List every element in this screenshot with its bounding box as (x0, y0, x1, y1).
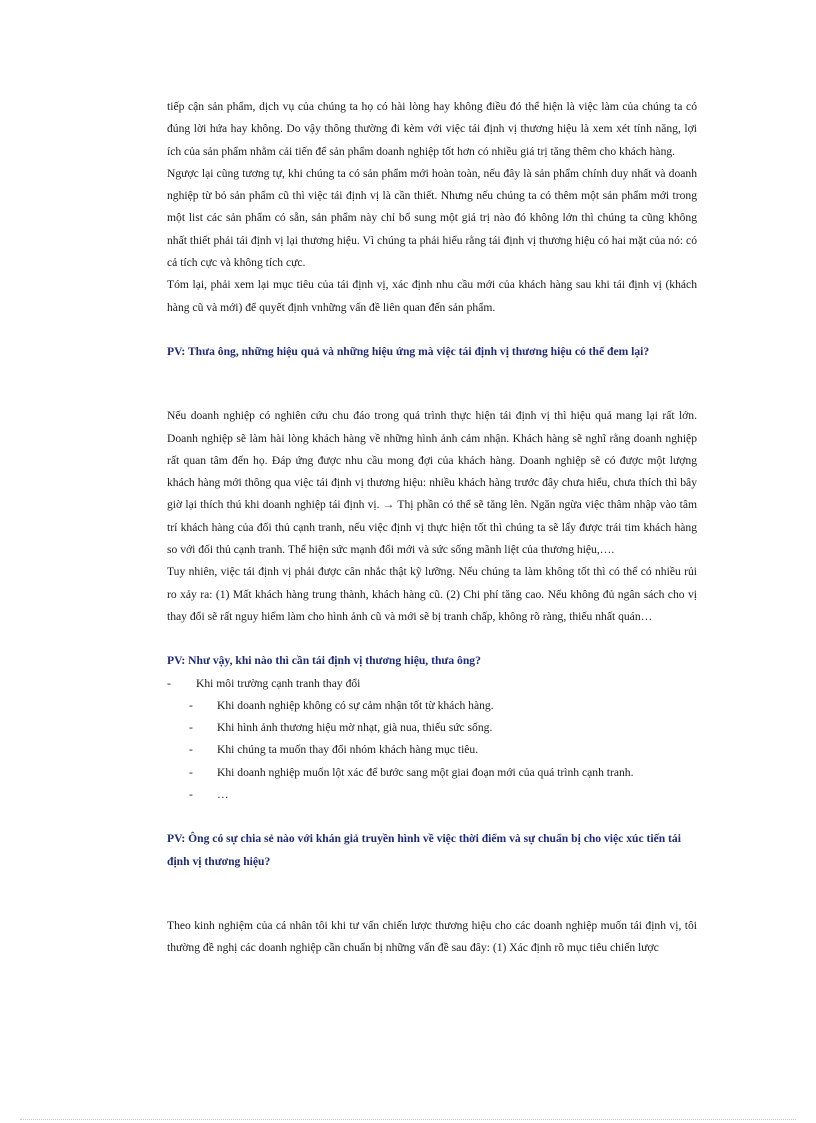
list-item (167, 762, 697, 784)
dash-bullet: - (167, 676, 171, 690)
body-paragraph: Theo kinh nghiệm của cá nhân tôi khi tư vấn chiến lược thương hiệu cho các doanh nghiệp muốn tái định vị, tôi thường đề nghị các doanh nghiệp cần chuẩn bị những vấn đề sau đây: (1) Xác định rõ mục tiêu chiến lược (167, 918, 697, 955)
list-item (167, 717, 697, 739)
spacer (167, 806, 697, 828)
list-item-text: Khi doanh nghiệp muốn lột xác để bước sang một giai đoạn mới của quá trình cạnh tranh. (217, 765, 634, 779)
spacer (167, 319, 697, 341)
body-paragraph: Nếu doanh nghiệp có nghiên cứu chu đáo trong quá trình thực hiện tái định vị thì hiệu quả mang lại rất lớn. Doanh nghiệp sẽ làm hài lòng khách hàng về những hình ảnh cảm nhận. Khách hàng sẽ nghĩ rằng doanh nghiệp rất quan tâm đến họ. Đáp ứng được nhu cầu mong đợi của khách hàng. Doanh nghiệp sẽ có được một lượng khách hàng mới thông qua việc tái định vị thương hiệu: nhiều khách hàng trước đây chưa hiểu, chưa thích thì bây giờ lại thích thú khi doanh nghiệp tái định vị. → Thị phần có thể sẽ tăng lên. Ngăn ngừa việc thâm nhập vào tâm trí khách hàng của đối thủ cạnh tranh, nếu việc định vị thực hiện tốt thì chúng ta sẽ lấy được trái tim khách hàng so với đối thủ cạnh tranh. Thể hiện sức mạnh đổi mới và sức sống mãnh liệt của thương hiệu,…. (167, 409, 697, 557)
list-item (167, 673, 697, 695)
list-item-text: … (217, 788, 229, 802)
spacer (167, 384, 697, 405)
body-paragraph: Ngược lại cũng tương tự, khi chúng ta có sản phẩm mới hoàn toàn, nếu đây là sản phẩm chính duy nhất và doanh nghiệp từ bỏ sản phẩm cũ thì việc tái định vị là cần thiết. Nhưng nếu chúng ta có thêm một sản phẩm mới trong một list các sản phẩm có sẵn, sản phẩm này chỉ bổ sung một giá trị nào đó không lớn thì chúng ta cũng không nhất thiết phải tái định vị lại thương hiệu. Vì chúng ta phải hiểu rằng tái định vị thương hiệu có hai mặt của nó: có cả tích cực và không tích cực. (167, 166, 697, 270)
bullet-list (167, 673, 697, 695)
list-item (167, 695, 697, 717)
page-bottom-divider (20, 1119, 796, 1120)
dash-bullet: - (189, 765, 193, 779)
list-item-text: Khi hình ảnh thương hiệu mờ nhạt, già nua, thiếu sức sống. (217, 721, 493, 735)
list-item-text: Khi chúng ta muốn thay đổi nhóm khách hàng mục tiêu. (217, 743, 479, 757)
dash-bullet: - (189, 721, 193, 735)
spacer (167, 894, 697, 915)
body-paragraph: Tuy nhiên, việc tái định vị phải được cân nhắc thật kỹ lưỡng. Nếu chúng ta làm không tốt thì có thể có nhiều rủi ro xảy ra: (1) Mất khách hàng trung thành, khách hàng cũ. (2) Chi phí tăng cao. Nếu không đủ ngân sách cho vị thay đổi sẽ rất nguy hiểm làm cho hình ảnh cũ và mới sẽ bị tranh chấp, không rõ ràng, thiếu nhất quán… (167, 565, 697, 623)
list-item (167, 739, 697, 761)
body-paragraph: tiếp cận sản phẩm, dịch vụ của chúng ta họ có hài lòng hay không điều đó thể hiện là việc làm của chúng ta có đúng lời hứa hay không. Do vậy thông thường đi kèm với việc tái định vị thương hiệu là xem xét tính năng, lợi ích của sản phẩm nhằm cải tiến để sản phẩm doanh nghiệp tốt hơn có nhiều giá trị tăng thêm cho khách hàng. (167, 100, 697, 158)
list-item-text: Khi doanh nghiệp không có sự cảm nhận tốt từ khách hàng. (217, 698, 494, 712)
sub-bullet-list (167, 695, 697, 806)
interview-question: PV: Như vậy, khi nào thì cần tái định vị thương hiệu, thưa ông? (167, 654, 481, 668)
dash-bullet: - (189, 743, 193, 757)
interview-question: PV: Thưa ông, những hiệu quả và những hiệu ứng mà việc tái định vị thương hiệu có thể đem lại? (167, 344, 650, 358)
spacer (167, 363, 697, 384)
dash-bullet: - (189, 698, 193, 712)
document-page (167, 96, 697, 960)
list-item (167, 784, 697, 806)
spacer (167, 628, 697, 650)
interview-question: PV: Ông có sự chia sẻ nào với khán giả truyền hình về việc thời điểm và sự chuẩn bị cho việc xúc tiến tái định vị thương hiệu? (167, 832, 681, 868)
list-item-text: Khi môi trường cạnh tranh thay đổi (196, 676, 361, 690)
spacer (167, 873, 697, 894)
dash-bullet: - (189, 788, 193, 802)
body-paragraph: Tóm lại, phải xem lại mục tiêu của tái định vị, xác định nhu cầu mới của khách hàng sau khi tái định vị (khách hàng cũ và mới) để quyết định vnhững vấn đề liên quan đến sản phẩm. (167, 278, 697, 314)
